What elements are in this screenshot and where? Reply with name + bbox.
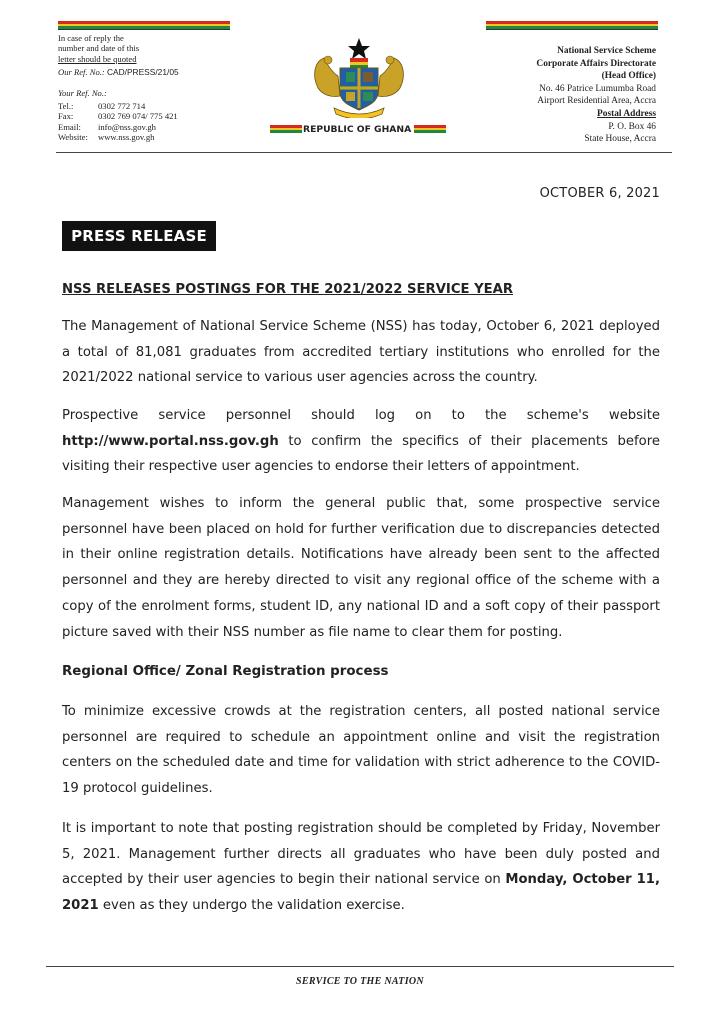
fax-label: Fax: bbox=[58, 111, 74, 122]
footer-divider bbox=[46, 966, 674, 967]
paragraph-3: Management wishes to inform the general public that, some prospective service personnel have been placed on hold for further verification due to discrepancies detected in their online registration details. Notifications have already been sent to the affected personnel and they are hereby directed to visit any regional office of the scheme with a copy of the enrolment forms, student ID, any national ID and a soft copy of their passport picture saved with their NSS number as file name to clear them for posting. bbox=[62, 496, 660, 640]
postal-line2: State House, Accra bbox=[584, 134, 656, 145]
flag-strip-right bbox=[486, 21, 658, 30]
org-directorate: Corporate Affairs Directorate bbox=[536, 58, 656, 69]
website-label: Website: bbox=[58, 132, 88, 143]
flag-strip-left bbox=[58, 21, 230, 30]
fax-row bbox=[58, 111, 238, 121]
org-office: (Head Office) bbox=[601, 71, 656, 82]
release-date: OCTOBER 6, 2021 bbox=[539, 186, 660, 201]
coat-of-arms-icon bbox=[310, 36, 408, 118]
paragraph-4: To minimize excessive crowds at the registration centers, all posted national service personnel are required to schedule an appointment online and visit the registration centers on the scheduled date and time for validation with strict adherence to the COVID-19 protocol guidelines. bbox=[62, 704, 660, 797]
tel-label: Tel.: bbox=[58, 101, 74, 112]
mini-flag-left bbox=[270, 125, 302, 133]
postal-address-label: Postal Address bbox=[597, 108, 656, 119]
email-row bbox=[58, 122, 238, 132]
letterhead-address-block bbox=[436, 45, 656, 146]
header-divider bbox=[56, 152, 672, 153]
paragraph-2-text-b: to confirm the specifics of their placements before visiting their respective user agencies to endorse their letters of appointment. bbox=[62, 433, 660, 475]
portal-link[interactable]: http://www.portal.nss.gov.gh bbox=[62, 433, 279, 449]
fax-value: 0302 769 074/ 775 421 bbox=[98, 111, 178, 122]
reply-note-line1: In case of reply the bbox=[58, 33, 124, 43]
address-line1: No. 46 Patrice Lumumba Road bbox=[539, 83, 656, 94]
republic-of-ghana-label bbox=[270, 120, 448, 136]
paragraph-5 bbox=[62, 816, 660, 919]
service-start-date: Monday, October 11, 2021 bbox=[62, 872, 660, 914]
your-ref-label: Your Ref. No.: bbox=[58, 87, 107, 98]
paragraph-5-text-a: It is important to note that posting registration should be completed by Friday, November 5, 2021. Management further directs all graduates who have been duly posted and accepted by their user agencies to begin their national service on bbox=[62, 821, 660, 888]
postal-line1: P. O. Box 46 bbox=[608, 121, 656, 132]
letterhead-contact-block bbox=[58, 33, 238, 143]
paragraph-2-text-a: Prospective service personnel should log on to the scheme's website bbox=[62, 408, 660, 423]
website-value[interactable]: www.nss.gov.gh bbox=[98, 132, 155, 143]
our-ref bbox=[58, 67, 238, 77]
paragraph-5-text-b: even as they undergo the validation exercise. bbox=[98, 898, 405, 914]
reply-note-line3: letter should be quoted bbox=[58, 53, 137, 64]
email-label: Email: bbox=[58, 121, 81, 132]
headline: NSS RELEASES POSTINGS FOR THE 2021/2022 SERVICE YEAR bbox=[62, 282, 514, 297]
address-line2: Airport Residential Area, Accra bbox=[537, 96, 656, 107]
reply-note-line2: number and date of this bbox=[58, 43, 140, 54]
press-release-badge: PRESS RELEASE bbox=[62, 221, 216, 251]
footer-motto: SERVICE TO THE NATION bbox=[296, 976, 424, 987]
website-row bbox=[58, 132, 238, 142]
our-ref-label: Our Ref. No.: bbox=[58, 67, 105, 78]
tel-row bbox=[58, 101, 238, 111]
org-name: National Service Scheme bbox=[557, 46, 656, 56]
paragraph-1: The Management of National Service Scheme (NSS) has today, October 6, 2021 deployed a total of 81,081 graduates from accredited tertiary institutions who enrolled for the 2021/2022 national service to various user agencies across the country. bbox=[62, 319, 660, 386]
republic-text: REPUBLIC OF GHANA bbox=[303, 124, 412, 135]
paragraph-2 bbox=[62, 403, 660, 480]
email-value[interactable]: info@nss.gov.gh bbox=[98, 121, 156, 132]
tel-value: 0302 772 714 bbox=[98, 101, 146, 112]
our-ref-value: CAD/PRESS/21/05 bbox=[106, 67, 179, 78]
subheading-registration: Regional Office/ Zonal Registration process bbox=[62, 664, 389, 679]
